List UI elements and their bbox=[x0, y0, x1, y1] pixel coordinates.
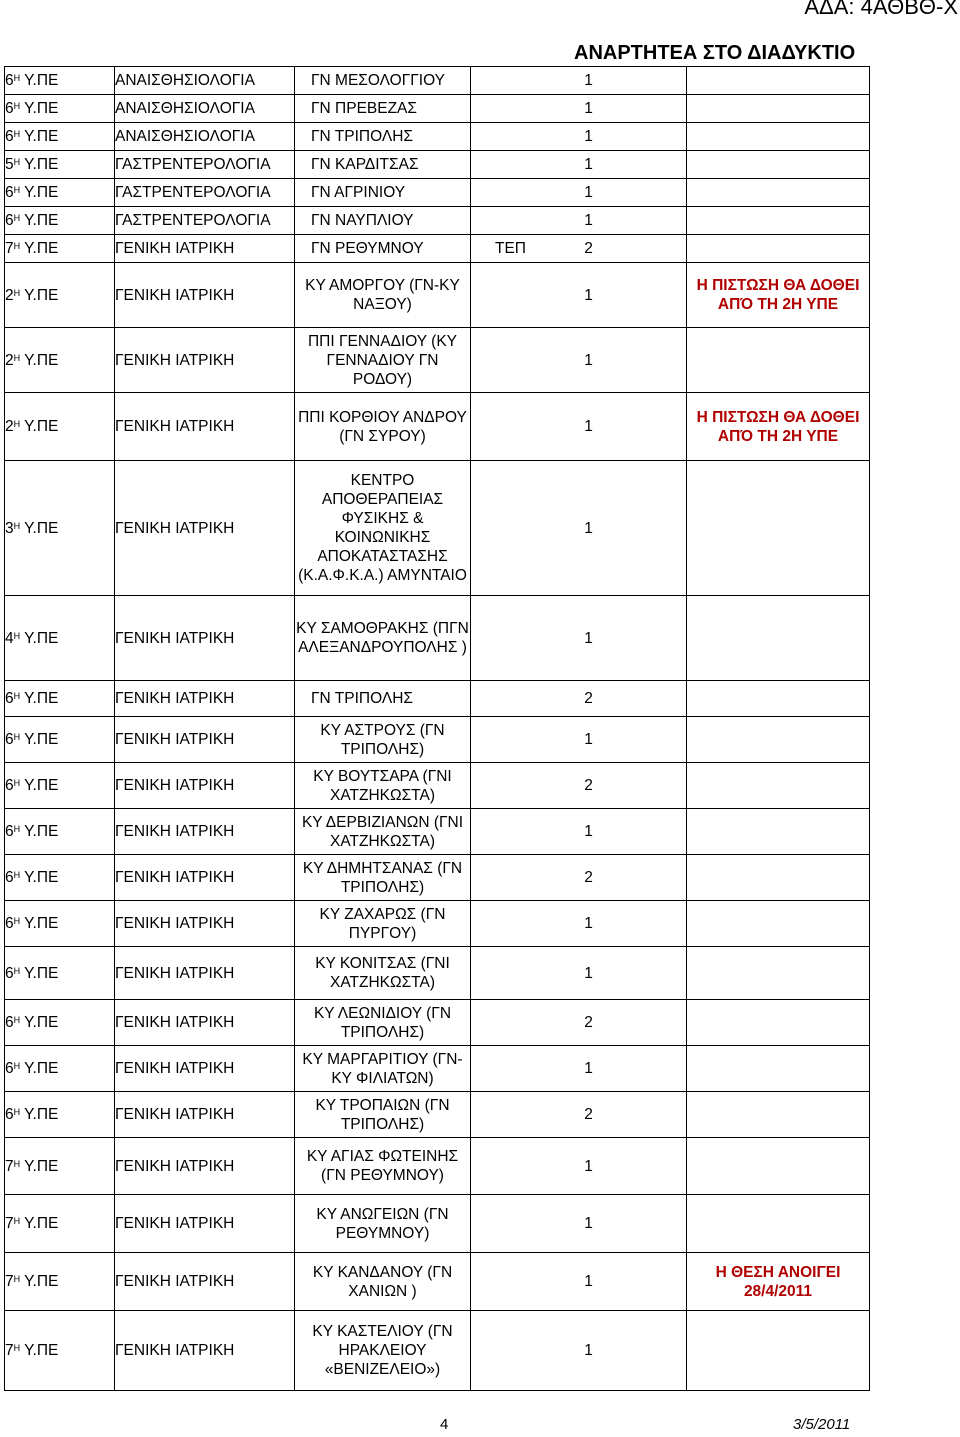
note-cell bbox=[687, 855, 870, 901]
ype-superscript: Η bbox=[13, 965, 21, 976]
count-cell bbox=[471, 95, 687, 123]
ype-number: 2 bbox=[5, 418, 14, 435]
institution-cell bbox=[295, 681, 471, 717]
position-count: 1 bbox=[584, 212, 593, 229]
ype-superscript: Η bbox=[13, 185, 21, 195]
table-row bbox=[5, 1138, 870, 1195]
ype-cell bbox=[5, 235, 115, 263]
institution-cell bbox=[295, 901, 471, 947]
institution-cell bbox=[295, 947, 471, 1000]
ype-label: Υ.ΠΕ bbox=[20, 823, 59, 840]
institution-name: ΓΝ ΠΡΕΒΕΖΑΣ bbox=[311, 100, 417, 117]
ype-cell bbox=[5, 1253, 115, 1311]
note-cell bbox=[687, 1092, 870, 1138]
institution-cell bbox=[295, 1195, 471, 1253]
count-cell bbox=[471, 1138, 687, 1195]
table-row bbox=[5, 67, 870, 95]
institution-name: ΠΠΙ ΓΕΝΝΑΔΙΟΥ (ΚΥ ΓΕΝΝΑΔΙΟΥ ΓΝ ΡΟΔΟΥ) bbox=[307, 332, 458, 388]
specialty-cell: ΓΕΝΙΚΗ ΙΑΤΡΙΚΗ bbox=[115, 763, 295, 809]
ype-number: 7 bbox=[5, 240, 14, 257]
institution-cell bbox=[295, 763, 471, 809]
specialty-cell: ΓΕΝΙΚΗ ΙΑΤΡΙΚΗ bbox=[115, 1138, 295, 1195]
note-cell bbox=[687, 1195, 870, 1253]
count-cell bbox=[471, 328, 687, 393]
position-count: 2 bbox=[584, 777, 593, 794]
institution-cell bbox=[295, 235, 526, 263]
institution-name: ΓΝ ΡΕΘΥΜΝΟΥ bbox=[311, 240, 424, 257]
ype-number: 7 bbox=[5, 1273, 14, 1290]
footer-date: 3/5/2011 bbox=[793, 1416, 851, 1433]
ype-number: 7 bbox=[5, 1215, 14, 1232]
institution-name: ΓΝ ΝΑΥΠΛΙΟΥ bbox=[311, 212, 414, 229]
specialty-cell: ΓΕΝΙΚΗ ΙΑΤΡΙΚΗ bbox=[115, 393, 295, 461]
position-count: 1 bbox=[584, 629, 593, 647]
specialty-cell: ΑΝΑΙΣΘΗΣΙΟΛΟΓΙΑ bbox=[115, 67, 295, 95]
ype-superscript: Η bbox=[13, 1061, 21, 1071]
ype-label: Υ.ΠΕ bbox=[20, 156, 59, 173]
ype-cell bbox=[5, 1195, 115, 1253]
ype-number: 5 bbox=[5, 156, 14, 173]
institution-cell bbox=[295, 1046, 471, 1092]
table-row bbox=[5, 95, 870, 123]
ype-cell bbox=[5, 901, 115, 947]
note-cell bbox=[687, 763, 870, 809]
position-count: 1 bbox=[584, 519, 593, 537]
count-cell bbox=[471, 393, 687, 461]
position-count: 1 bbox=[584, 731, 593, 748]
table-row bbox=[5, 151, 870, 179]
position-count: 1 bbox=[584, 418, 593, 435]
table-row bbox=[5, 1046, 870, 1092]
institution-cell bbox=[295, 263, 471, 328]
institution-cell bbox=[295, 123, 471, 151]
specialty-cell: ΓΕΝΙΚΗ ΙΑΤΡΙΚΗ bbox=[115, 1092, 295, 1138]
ype-label: Υ.ΠΕ bbox=[20, 690, 59, 707]
note-cell bbox=[687, 1000, 870, 1046]
specialty-cell: ΓΕΝΙΚΗ ΙΑΤΡΙΚΗ bbox=[115, 717, 295, 763]
note-text: Η ΠΙΣΤΩΣΗ ΘΑ ΔΟΘΕΙ ΑΠΌ ΤΗ 2Η ΥΠΕ bbox=[696, 277, 860, 313]
specialty-cell: ΓΕΝΙΚΗ ΙΑΤΡΙΚΗ bbox=[115, 328, 295, 393]
ype-label: Υ.ΠΕ bbox=[20, 286, 59, 304]
ype-superscript: Η bbox=[13, 1274, 21, 1284]
table-row bbox=[5, 596, 870, 681]
institution-cell bbox=[295, 207, 471, 235]
ype-cell bbox=[5, 179, 115, 207]
specialty-cell: ΓΕΝΙΚΗ ΙΑΤΡΙΚΗ bbox=[115, 461, 295, 596]
count-cell bbox=[471, 681, 687, 717]
institution-name: ΚΥ ΤΡΟΠΑΙΩΝ (ΓΝ ΤΡΙΠΟΛΗΣ) bbox=[315, 1096, 450, 1133]
table-row bbox=[5, 179, 870, 207]
ype-number: 3 bbox=[5, 519, 14, 537]
position-count: 2 bbox=[584, 1106, 593, 1123]
note-cell bbox=[687, 947, 870, 1000]
ype-label: Υ.ΠΕ bbox=[20, 1157, 59, 1175]
ype-superscript: Η bbox=[13, 870, 21, 880]
ype-superscript: Η bbox=[13, 1158, 21, 1169]
ype-label: Υ.ΠΕ bbox=[20, 72, 59, 89]
ype-number: 6 bbox=[5, 72, 14, 89]
institution-name: ΠΠΙ ΚΟΡΘΙΟΥ ΑΝΔΡΟΥ (ΓΝ ΣΥΡΟΥ) bbox=[298, 408, 467, 445]
ype-label: Υ.ΠΕ bbox=[20, 1106, 59, 1123]
table-row bbox=[5, 681, 870, 717]
ype-superscript: Η bbox=[13, 73, 21, 83]
institution-name: ΚΥ ΑΣΤΡΟΥΣ (ΓΝ ΤΡΙΠΟΛΗΣ) bbox=[320, 721, 445, 758]
count-cell bbox=[471, 123, 687, 151]
institution-name: ΚΥ ΑΝΩΓΕΙΩΝ (ΓΝ ΡΕΘΥΜΝΟΥ) bbox=[316, 1205, 449, 1242]
ype-number: 6 bbox=[5, 100, 14, 117]
note-cell bbox=[687, 461, 870, 596]
ype-superscript: Η bbox=[13, 101, 21, 111]
ype-superscript: Η bbox=[13, 129, 21, 139]
specialty-cell: ΓΑΣΤΡΕΝΤΕΡΟΛΟΓΙΑ bbox=[115, 179, 295, 207]
ype-superscript: Η bbox=[13, 732, 21, 742]
table-row bbox=[5, 1311, 870, 1391]
specialty-cell: ΓΕΝΙΚΗ ΙΑΤΡΙΚΗ bbox=[115, 901, 295, 947]
institution-name: ΓΝ ΜΕΣΟΛΟΓΓΙΟΥ bbox=[311, 72, 446, 89]
position-count: 1 bbox=[584, 184, 593, 201]
ype-number: 6 bbox=[5, 964, 14, 982]
ype-number: 6 bbox=[5, 869, 14, 886]
table-row bbox=[5, 809, 870, 855]
position-count: 1 bbox=[584, 823, 593, 840]
count-cell bbox=[471, 461, 687, 596]
ype-superscript: Η bbox=[13, 630, 21, 641]
table-row bbox=[5, 123, 870, 151]
ype-label: Υ.ΠΕ bbox=[20, 1215, 59, 1232]
ype-cell bbox=[5, 681, 115, 717]
ype-superscript: Η bbox=[13, 916, 21, 926]
table-row bbox=[5, 763, 870, 809]
ype-number: 6 bbox=[5, 184, 14, 201]
ype-label: Υ.ΠΕ bbox=[20, 1060, 59, 1077]
ype-number: 6 bbox=[5, 128, 14, 145]
note-cell bbox=[687, 235, 870, 263]
institution-cell bbox=[295, 1311, 471, 1391]
ype-cell bbox=[5, 1046, 115, 1092]
ype-number: 6 bbox=[5, 1014, 14, 1031]
institution-cell bbox=[295, 717, 471, 763]
note-cell bbox=[687, 151, 870, 179]
position-count: 1 bbox=[584, 286, 593, 304]
ype-label: Υ.ΠΕ bbox=[20, 1342, 59, 1359]
ype-label: Υ.ΠΕ bbox=[20, 1014, 59, 1031]
ype-number: 2 bbox=[5, 286, 14, 304]
position-count: 2 bbox=[584, 1014, 593, 1031]
ype-cell bbox=[5, 123, 115, 151]
ype-label: Υ.ΠΕ bbox=[20, 240, 59, 257]
table-row bbox=[5, 947, 870, 1000]
specialty-cell: ΓΑΣΤΡΕΝΤΕΡΟΛΟΓΙΑ bbox=[115, 151, 295, 179]
ype-superscript: Η bbox=[13, 287, 21, 298]
ype-superscript: Η bbox=[13, 1216, 21, 1226]
table-row bbox=[5, 461, 870, 596]
ype-label: Υ.ΠΕ bbox=[20, 100, 59, 117]
count-cell bbox=[471, 1195, 687, 1253]
position-count: 2 bbox=[584, 240, 593, 257]
ype-cell bbox=[5, 1138, 115, 1195]
institution-name: ΓΝ ΚΑΡΔΙΤΣΑΣ bbox=[311, 156, 419, 173]
institution-name: ΚΥ ΛΕΩΝΙΔΙΟΥ (ΓΝ ΤΡΙΠΟΛΗΣ) bbox=[313, 1004, 452, 1041]
table-row bbox=[5, 393, 870, 461]
specialty-cell: ΓΕΝΙΚΗ ΙΑΤΡΙΚΗ bbox=[115, 1195, 295, 1253]
institution-cell bbox=[295, 393, 471, 461]
institution-name: ΚΥ ΔΕΡΒΙΖΙΑΝΩΝ (ΓΝΙ ΧΑΤΖΗΚΩΣΤΑ) bbox=[301, 813, 464, 850]
ype-label: Υ.ΠΕ bbox=[20, 128, 59, 145]
note-cell bbox=[687, 681, 870, 717]
ype-cell bbox=[5, 1311, 115, 1391]
ype-label: Υ.ΠΕ bbox=[20, 731, 59, 748]
position-count: 2 bbox=[584, 869, 593, 886]
note-cell bbox=[687, 809, 870, 855]
ype-cell bbox=[5, 1092, 115, 1138]
institution-cell bbox=[295, 328, 471, 393]
table-row bbox=[5, 901, 870, 947]
note-cell bbox=[687, 1138, 870, 1195]
specialty-cell: ΓΕΝΙΚΗ ΙΑΤΡΙΚΗ bbox=[115, 1000, 295, 1046]
ype-cell bbox=[5, 393, 115, 461]
publication-heading: ΑΝΑΡΤΗΤΕΑ ΣΤΟ ΔΙΑΔΥΚΤΙΟ bbox=[574, 42, 856, 64]
note-cell bbox=[687, 1311, 870, 1391]
count-cell bbox=[471, 151, 687, 179]
ype-superscript: Η bbox=[13, 241, 21, 251]
specialty-cell: ΓΕΝΙΚΗ ΙΑΤΡΙΚΗ bbox=[115, 855, 295, 901]
position-count: 1 bbox=[584, 1215, 593, 1232]
count-cell bbox=[471, 901, 687, 947]
institution-name: ΚΥ ΒΟΥΤΣΑΡΑ (ΓΝΙ ΧΑΤΖΗΚΩΣΤΑ) bbox=[313, 767, 452, 804]
ype-number: 6 bbox=[5, 731, 14, 748]
position-count: 1 bbox=[584, 156, 593, 173]
note-cell bbox=[687, 1253, 870, 1311]
institution-cell bbox=[295, 855, 471, 901]
institution-cell bbox=[295, 1253, 471, 1311]
ype-superscript: Η bbox=[13, 1107, 21, 1117]
ype-number: 7 bbox=[5, 1157, 14, 1175]
ype-cell bbox=[5, 1000, 115, 1046]
institution-name: ΚΥ ΑΜΟΡΓΟΥ (ΓΝ-ΚΥ ΝΑΞΟΥ) bbox=[305, 277, 460, 313]
table-row bbox=[5, 235, 870, 263]
ada-code: ΑΔΑ: 4ΑΘΒΘ-Χ bbox=[804, 0, 958, 19]
ype-number: 6 bbox=[5, 915, 14, 932]
institution-name: ΓΝ ΑΓΡΙΝΙΟΥ bbox=[311, 184, 406, 201]
page-number: 4 bbox=[440, 1416, 449, 1433]
table-row bbox=[5, 1092, 870, 1138]
note-cell bbox=[687, 1046, 870, 1092]
count-cell bbox=[471, 947, 687, 1000]
positions-table bbox=[4, 66, 870, 1391]
count-cell bbox=[471, 1000, 687, 1046]
institution-cell bbox=[295, 1138, 471, 1195]
ype-label: Υ.ΠΕ bbox=[20, 1273, 59, 1290]
position-count: 1 bbox=[584, 1157, 593, 1175]
institution-name: ΚΥ ΖΑΧΑΡΩΣ (ΓΝ ΠΥΡΓΟΥ) bbox=[319, 905, 446, 942]
specialty-cell: ΓΕΝΙΚΗ ΙΑΤΡΙΚΗ bbox=[115, 596, 295, 681]
institution-name: ΚΥ ΚΟΝΙΤΣΑΣ (ΓΝΙ ΧΑΤΖΗΚΩΣΤΑ) bbox=[315, 955, 450, 991]
specialty-cell: ΓΕΝΙΚΗ ΙΑΤΡΙΚΗ bbox=[115, 1046, 295, 1092]
position-count: 1 bbox=[584, 1060, 593, 1077]
position-count: 1 bbox=[584, 915, 593, 932]
ype-label: Υ.ΠΕ bbox=[20, 212, 59, 229]
ype-cell bbox=[5, 717, 115, 763]
ype-superscript: Η bbox=[13, 1015, 21, 1025]
ype-cell bbox=[5, 461, 115, 596]
note-cell bbox=[687, 207, 870, 235]
institution-name: ΚΥ ΔΗΜΗΤΣΑΝΑΣ (ΓΝ ΤΡΙΠΟΛΗΣ) bbox=[302, 859, 463, 896]
note-cell bbox=[687, 95, 870, 123]
table-row bbox=[5, 1253, 870, 1311]
count-cell bbox=[471, 1092, 687, 1138]
ype-superscript: Η bbox=[13, 520, 21, 531]
specialty-cell: ΓΕΝΙΚΗ ΙΑΤΡΙΚΗ bbox=[115, 681, 295, 717]
institution-name: ΚΥ ΜΑΡΓΑΡΙΤΙΟΥ (ΓΝ-ΚΥ ΦΙΛΙΑΤΩΝ) bbox=[302, 1050, 463, 1087]
ype-label: Υ.ΠΕ bbox=[20, 629, 59, 647]
ype-label: Υ.ΠΕ bbox=[20, 964, 59, 982]
ype-number: 6 bbox=[5, 690, 14, 707]
count-cell bbox=[471, 763, 687, 809]
ype-cell bbox=[5, 151, 115, 179]
table-row bbox=[5, 1000, 870, 1046]
institution-name: ΚΥ ΚΑΝΔΑΝΟΥ (ΓΝ ΧΑΝΙΩΝ ) bbox=[312, 1263, 453, 1300]
ype-label: Υ.ΠΕ bbox=[20, 915, 59, 932]
count-cell bbox=[471, 855, 687, 901]
specialty-cell: ΓΕΝΙΚΗ ΙΑΤΡΙΚΗ bbox=[115, 1253, 295, 1311]
table-row bbox=[5, 207, 870, 235]
position-count: 2 bbox=[584, 690, 593, 707]
ype-cell bbox=[5, 855, 115, 901]
institution-name: ΓΝ ΤΡΙΠΟΛΗΣ bbox=[311, 128, 413, 145]
institution-cell bbox=[295, 1000, 471, 1046]
specialty-cell: ΓΕΝΙΚΗ ΙΑΤΡΙΚΗ bbox=[115, 263, 295, 328]
ype-label: Υ.ΠΕ bbox=[20, 418, 59, 435]
institution-cell bbox=[295, 179, 471, 207]
count-cell bbox=[471, 717, 687, 763]
count-cell bbox=[471, 67, 687, 95]
specialty-cell: ΓΕΝΙΚΗ ΙΑΤΡΙΚΗ bbox=[115, 1311, 295, 1391]
note-cell bbox=[687, 596, 870, 681]
ype-cell bbox=[5, 763, 115, 809]
ype-cell bbox=[5, 809, 115, 855]
ype-cell bbox=[5, 596, 115, 681]
institution-name: ΚΥ ΣΑΜΟΘΡΑΚΗΣ (ΠΓΝ ΑΛΕΞΑΝΔΡΟΥΠΟΛΗΣ ) bbox=[296, 620, 469, 656]
ype-cell bbox=[5, 207, 115, 235]
ype-number: 7 bbox=[5, 1342, 14, 1359]
table-row bbox=[5, 1195, 870, 1253]
position-count: 1 bbox=[584, 1273, 593, 1290]
note-cell bbox=[687, 179, 870, 207]
unit-label: ΤΕΠ bbox=[495, 240, 526, 257]
count-cell bbox=[471, 263, 687, 328]
note-cell bbox=[687, 67, 870, 95]
ype-superscript: Η bbox=[13, 1343, 21, 1353]
note-cell bbox=[687, 901, 870, 947]
ype-superscript: Η bbox=[13, 157, 21, 167]
ype-superscript: Η bbox=[13, 778, 21, 788]
institution-name: ΚΥ ΚΑΣΤΕΛΙΟΥ (ΓΝ ΗΡΑΚΛΕΙΟΥ «ΒΕΝΙΖΕΛΕΙΟ») bbox=[312, 1323, 453, 1378]
note-cell bbox=[687, 328, 870, 393]
institution-name: ΓΝ ΤΡΙΠΟΛΗΣ bbox=[311, 690, 413, 707]
position-count: 1 bbox=[584, 72, 593, 89]
ype-superscript: Η bbox=[13, 213, 21, 223]
specialty-cell: ΑΝΑΙΣΘΗΣΙΟΛΟΓΙΑ bbox=[115, 123, 295, 151]
institution-cell bbox=[295, 151, 471, 179]
ype-label: Υ.ΠΕ bbox=[20, 869, 59, 886]
count-cell bbox=[471, 179, 687, 207]
ype-label: Υ.ΠΕ bbox=[20, 777, 59, 794]
specialty-cell: ΓΕΝΙΚΗ ΙΑΤΡΙΚΗ bbox=[115, 235, 295, 263]
note-cell bbox=[687, 263, 870, 328]
specialty-cell: ΓΕΝΙΚΗ ΙΑΤΡΙΚΗ bbox=[115, 809, 295, 855]
ype-label: Υ.ΠΕ bbox=[20, 519, 59, 537]
position-count: 1 bbox=[584, 351, 593, 369]
ype-cell bbox=[5, 67, 115, 95]
note-text: Η ΘΕΣΗ ΑΝΟΙΓΕΙ 28/4/2011 bbox=[715, 1263, 841, 1300]
table-row bbox=[5, 328, 870, 393]
specialty-cell: ΓΕΝΙΚΗ ΙΑΤΡΙΚΗ bbox=[115, 947, 295, 1000]
specialty-cell: ΓΑΣΤΡΕΝΤΕΡΟΛΟΓΙΑ bbox=[115, 207, 295, 235]
count-cell bbox=[471, 1046, 687, 1092]
note-cell bbox=[687, 717, 870, 763]
table-row bbox=[5, 855, 870, 901]
ype-number: 4 bbox=[5, 629, 14, 647]
institution-cell bbox=[295, 461, 471, 596]
ype-cell bbox=[5, 95, 115, 123]
ype-number: 6 bbox=[5, 1106, 14, 1123]
count-cell bbox=[471, 809, 687, 855]
ype-number: 6 bbox=[5, 212, 14, 229]
ype-cell bbox=[5, 263, 115, 328]
institution-name: ΚΥ ΑΓΙΑΣ ΦΩΤΕΙΝΗΣ (ΓΝ ΡΕΘΥΜΝΟΥ) bbox=[306, 1148, 459, 1184]
ype-number: 2 bbox=[5, 351, 14, 369]
count-cell bbox=[471, 207, 687, 235]
note-text: Η ΠΙΣΤΩΣΗ ΘΑ ΔΟΘΕΙ ΑΠΌ ΤΗ 2Η ΥΠΕ bbox=[696, 408, 860, 445]
institution-cell bbox=[295, 809, 471, 855]
ype-label: Υ.ΠΕ bbox=[20, 184, 59, 201]
position-count: 1 bbox=[584, 964, 593, 982]
ype-cell bbox=[5, 328, 115, 393]
table-row bbox=[5, 717, 870, 763]
ype-number: 6 bbox=[5, 777, 14, 794]
position-count: 1 bbox=[584, 100, 593, 117]
institution-cell bbox=[295, 95, 471, 123]
count-cell bbox=[471, 1311, 687, 1391]
institution-name: ΚΕΝΤΡΟ ΑΠΟΘΕΡΑΠΕΙΑΣ ΦΥΣΙΚΗΣ & ΚΟΙΝΩΝΙΚΗΣ ΑΠΟΚΑΤΑΣΤΑΣΗΣ (Κ.Α.Φ.Κ.Α.) ΑΜΥΝΤΑΙΟ bbox=[298, 472, 467, 584]
ype-cell bbox=[5, 947, 115, 1000]
ype-number: 6 bbox=[5, 823, 14, 840]
ype-label: Υ.ΠΕ bbox=[20, 351, 59, 369]
ype-superscript: Η bbox=[13, 352, 21, 363]
position-count: 1 bbox=[584, 1342, 593, 1359]
institution-cell bbox=[295, 67, 471, 95]
ype-superscript: Η bbox=[13, 691, 21, 701]
count-cell bbox=[471, 596, 687, 681]
specialty-cell: ΑΝΑΙΣΘΗΣΙΟΛΟΓΙΑ bbox=[115, 95, 295, 123]
institution-cell bbox=[295, 1092, 471, 1138]
note-cell bbox=[687, 123, 870, 151]
ype-superscript: Η bbox=[13, 419, 21, 429]
table-row bbox=[5, 263, 870, 328]
count-cell bbox=[471, 1253, 687, 1311]
ype-number: 6 bbox=[5, 1060, 14, 1077]
institution-cell bbox=[295, 596, 471, 681]
position-count: 1 bbox=[584, 128, 593, 145]
ype-superscript: Η bbox=[13, 824, 21, 834]
note-cell bbox=[687, 393, 870, 461]
